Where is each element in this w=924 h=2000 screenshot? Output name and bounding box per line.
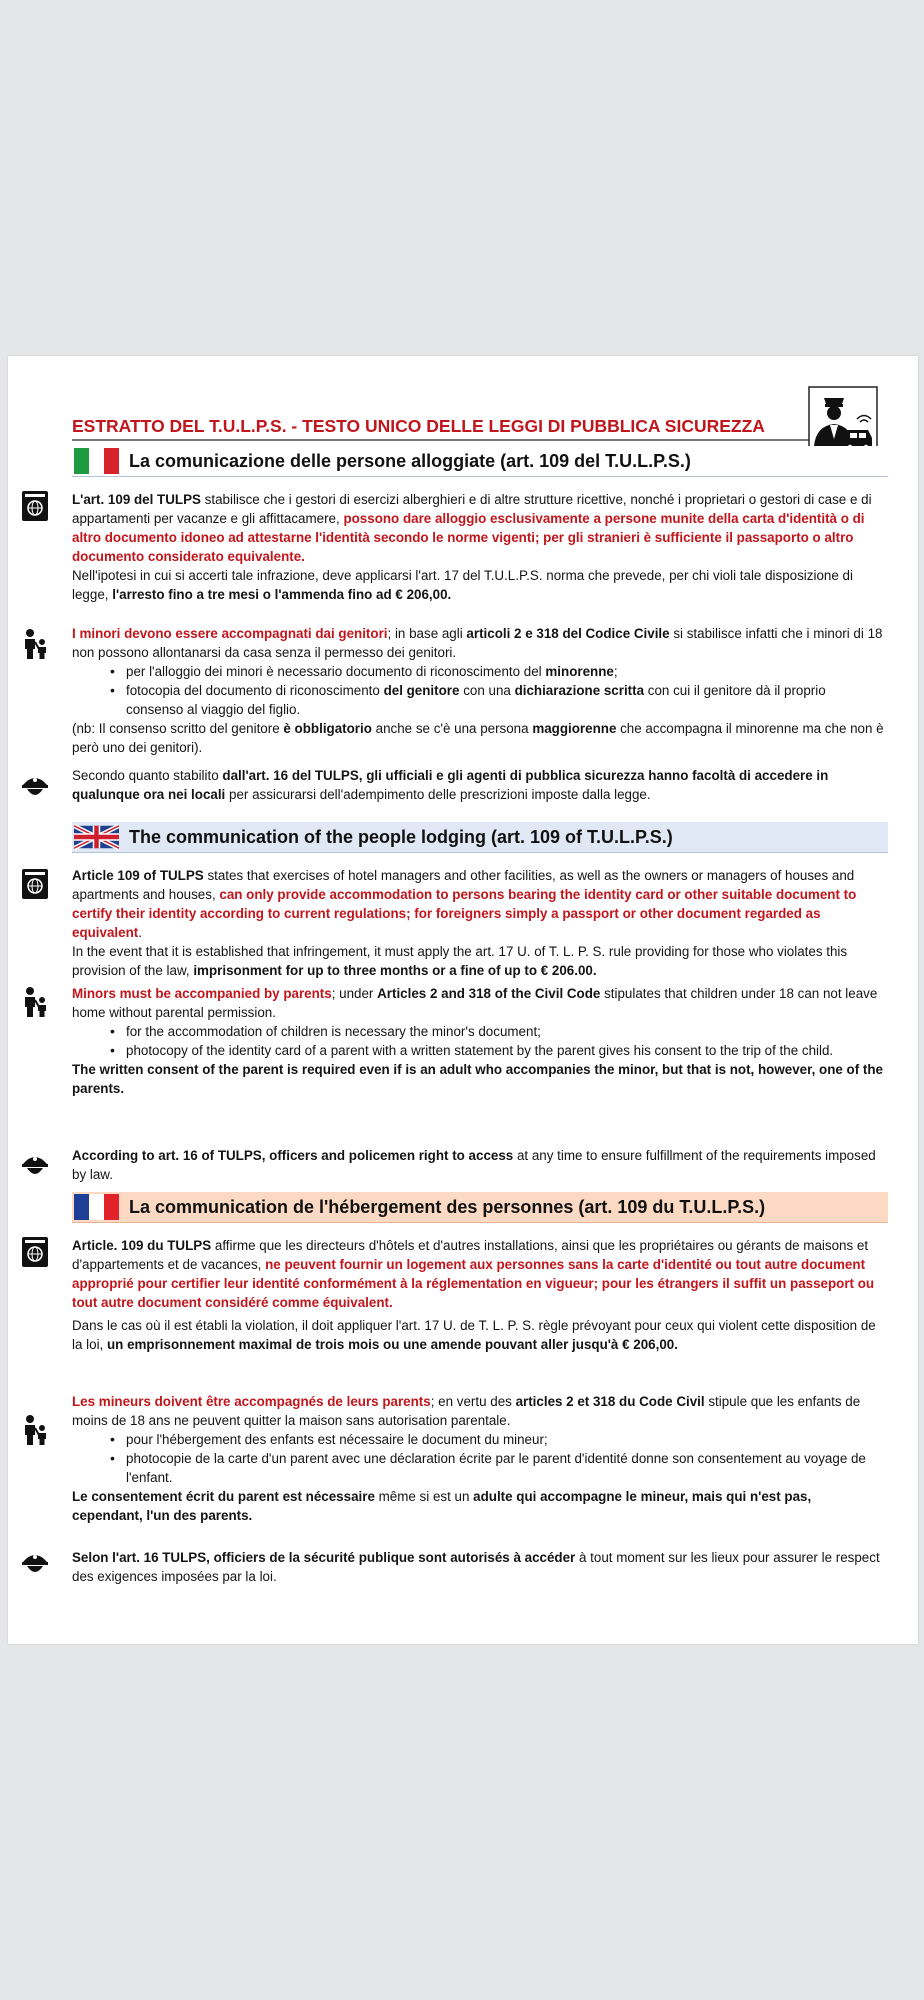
document-title: ESTRATTO DEL T.U.L.P.S. - TESTO UNICO DELLE LEGGI DI PUBBLICA SICUREZZA bbox=[72, 416, 810, 441]
list-item: • for the accommodation of children is necessary the minor's document; bbox=[110, 1022, 884, 1041]
fr-paragraph-lodging: Article. 109 du TULPS affirme que les directeurs d'hôtels et d'autres installations, ainsi que les propriétaires ou gérants de maisons et d'appartements et de vacances, ne peuvent fournir un logement aux personnes sans la carte d'identité ou tout autre document approprié pour certifier leur identité conformément à la réglementation en vigueur; pour les étrangers il suffit un passeport ou tout autre document considéré comme équivalent. Dans le cas où il est établi la violation, il doit appliquer l'art. 17 U. de T. L. P. S. règle prévoyant pour ceux qui violent cette disposition de la loi, un emprisonnement maximal de trois mois ou une amende pouvant aller jusqu'à € 206,00. bbox=[72, 1238, 876, 1352]
italian-flag-icon bbox=[74, 448, 119, 474]
passport-icon bbox=[20, 490, 50, 522]
passport-icon bbox=[20, 868, 50, 900]
police-helmet-icon bbox=[20, 1150, 50, 1182]
fr-paragraph-police: Selon l'art. 16 TULPS, officiers de la sécurité publique sont autorisés à accéder à tout moment sur les lieux pour assurer le respect des exigences imposées par la loi. bbox=[72, 1550, 880, 1584]
list-item: • fotocopia del documento di riconoscimento del genitore con una dichiarazione scritta con cui il genitore dà il proprio consenso al viaggio del figlio. bbox=[110, 681, 884, 719]
list-item: • per l'alloggio dei minori è necessario documento di riconoscimento del minorenne; bbox=[110, 662, 884, 681]
it-paragraph-police: Secondo quanto stabilito dall'art. 16 del TULPS, gli ufficiali e gli agenti di pubblica sicurezza hanno facoltà di accedere in qualunque ora nei locali per assicurarsi dell'adempimento delle prescrizioni imposte dalla legge. bbox=[72, 768, 829, 802]
fr-paragraph-minors: Les mineurs doivent être accompagnés de leurs parents; en vertu des articles 2 et 318 du Code Civil stipule que les enfants de moins de 18 ans ne peuvent quitter la maison sans autorisation parentale. • pour l'hébergement des enfants est nécessaire le document du mineur; • photocopie de la carte d'un parent avec une déclaration écrite par le parent d'identité donne son consentement au voyage de l'enfant. Le consentement écrit du parent est nécessaire même si est un adulte qui accompagne le mineur, mais qui n'est pas, cependant, l'un des parents. bbox=[72, 1392, 884, 1525]
police-helmet-icon bbox=[20, 1548, 50, 1580]
section-header-english bbox=[72, 822, 888, 853]
section-header-italian bbox=[72, 446, 888, 477]
en-paragraph-lodging: Article 109 of TULPS states that exercises of hotel managers and other facilities, as well as the owners or managers of houses and apartments and houses, can only provide accommodation to persons bearing the identity card or other suitable document to certify their identity according to current regulations; for foreigners simply a passport or other document regarded as equivalent. In the event that it is established that infringement, it must apply the art. 17 U. of T. L. P. S. rule providing for those who violates this provision of the law, imprisonment for up to three months or a fine of up to € 206.00. bbox=[72, 868, 857, 978]
section-title: La comunicazione delle persone alloggiate (art. 109 del T.U.L.P.S.) bbox=[129, 450, 691, 471]
it-paragraph-minors: I minori devono essere accompagnati dai genitori; in base agli articoli 2 e 318 del Codice Civile si stabilisce infatti che i minori di 18 non possono allontanarsi da casa senza il permesso dei genitori. • per l'alloggio dei minori è necessario documento di riconoscimento del minorenne; • fotocopia del documento di riconoscimento del genitore con una dichiarazione scritta con cui il genitore dà il proprio consenso al viaggio del figlio. (nb: Il consenso scritto del genitore è obbligatorio anche se c'è una persona maggiorenne che accompagna il minorenne ma che non è però uno dei genitori). bbox=[72, 624, 884, 757]
section-title: The communication of the people lodging (art. 109 of T.U.L.P.S.) bbox=[129, 826, 673, 847]
parent-child-icon bbox=[20, 986, 50, 1018]
parent-child-icon bbox=[20, 628, 50, 660]
section-header-french bbox=[72, 1192, 888, 1223]
passport-icon bbox=[20, 1236, 50, 1268]
parent-child-icon bbox=[20, 1414, 50, 1446]
document-page bbox=[8, 356, 918, 1644]
police-helmet-icon bbox=[20, 771, 50, 803]
en-paragraph-minors: Minors must be accompanied by parents; under Articles 2 and 318 of the Civil Code stipulates that children under 18 can not leave home without parental permission. • for the accommodation of children is necessary the minor's document; • photocopy of the identity card of a parent with a written statement by the parent gives his consent to the trip of the child. The written consent of the parent is required even if is an adult who accompanies the minor, but that is not, however, one of the parents. bbox=[72, 984, 884, 1098]
list-item: • photocopy of the identity card of a parent with a written statement by the parent gives his consent to the trip of the child. bbox=[110, 1041, 884, 1060]
en-paragraph-police: According to art. 16 of TULPS, officers and policemen right to access at any time to ensure fulfillment of the requirements imposed by law. bbox=[72, 1148, 876, 1182]
it-paragraph-lodging: L'art. 109 del TULPS stabilisce che i gestori di esercizi alberghieri e di altre strutture ricettive, nonché i proprietari o gestori di case e di appartamenti per vacanze e gli affittacamere, possono dare alloggio esclusivamente a persone munite della carta d'identità o di altro documento idoneo ad attestarne l'identità secondo le norme vigenti; per gli stranieri è sufficiente il passaporto o altro documento considerato equivalente. Nell'ipotesi in cui si accerti tale infrazione, deve applicarsi l'art. 17 del T.U.L.P.S. norma che prevede, per chi violi tale disposizione di legge, l'arresto fino a tre mesi o l'ammenda fino ad € 206,00. bbox=[72, 492, 872, 602]
list-item: • pour l'hébergement des enfants est nécessaire le document du mineur; bbox=[110, 1430, 884, 1449]
uk-flag-icon bbox=[74, 824, 119, 850]
list-item: • photocopie de la carte d'un parent avec une déclaration écrite par le parent d'identité donne son consentement au voyage de l'enfant. bbox=[110, 1449, 884, 1487]
french-flag-icon bbox=[74, 1194, 119, 1220]
section-title: La communication de l'hébergement des personnes (art. 109 du T.U.L.P.S.) bbox=[129, 1196, 766, 1217]
